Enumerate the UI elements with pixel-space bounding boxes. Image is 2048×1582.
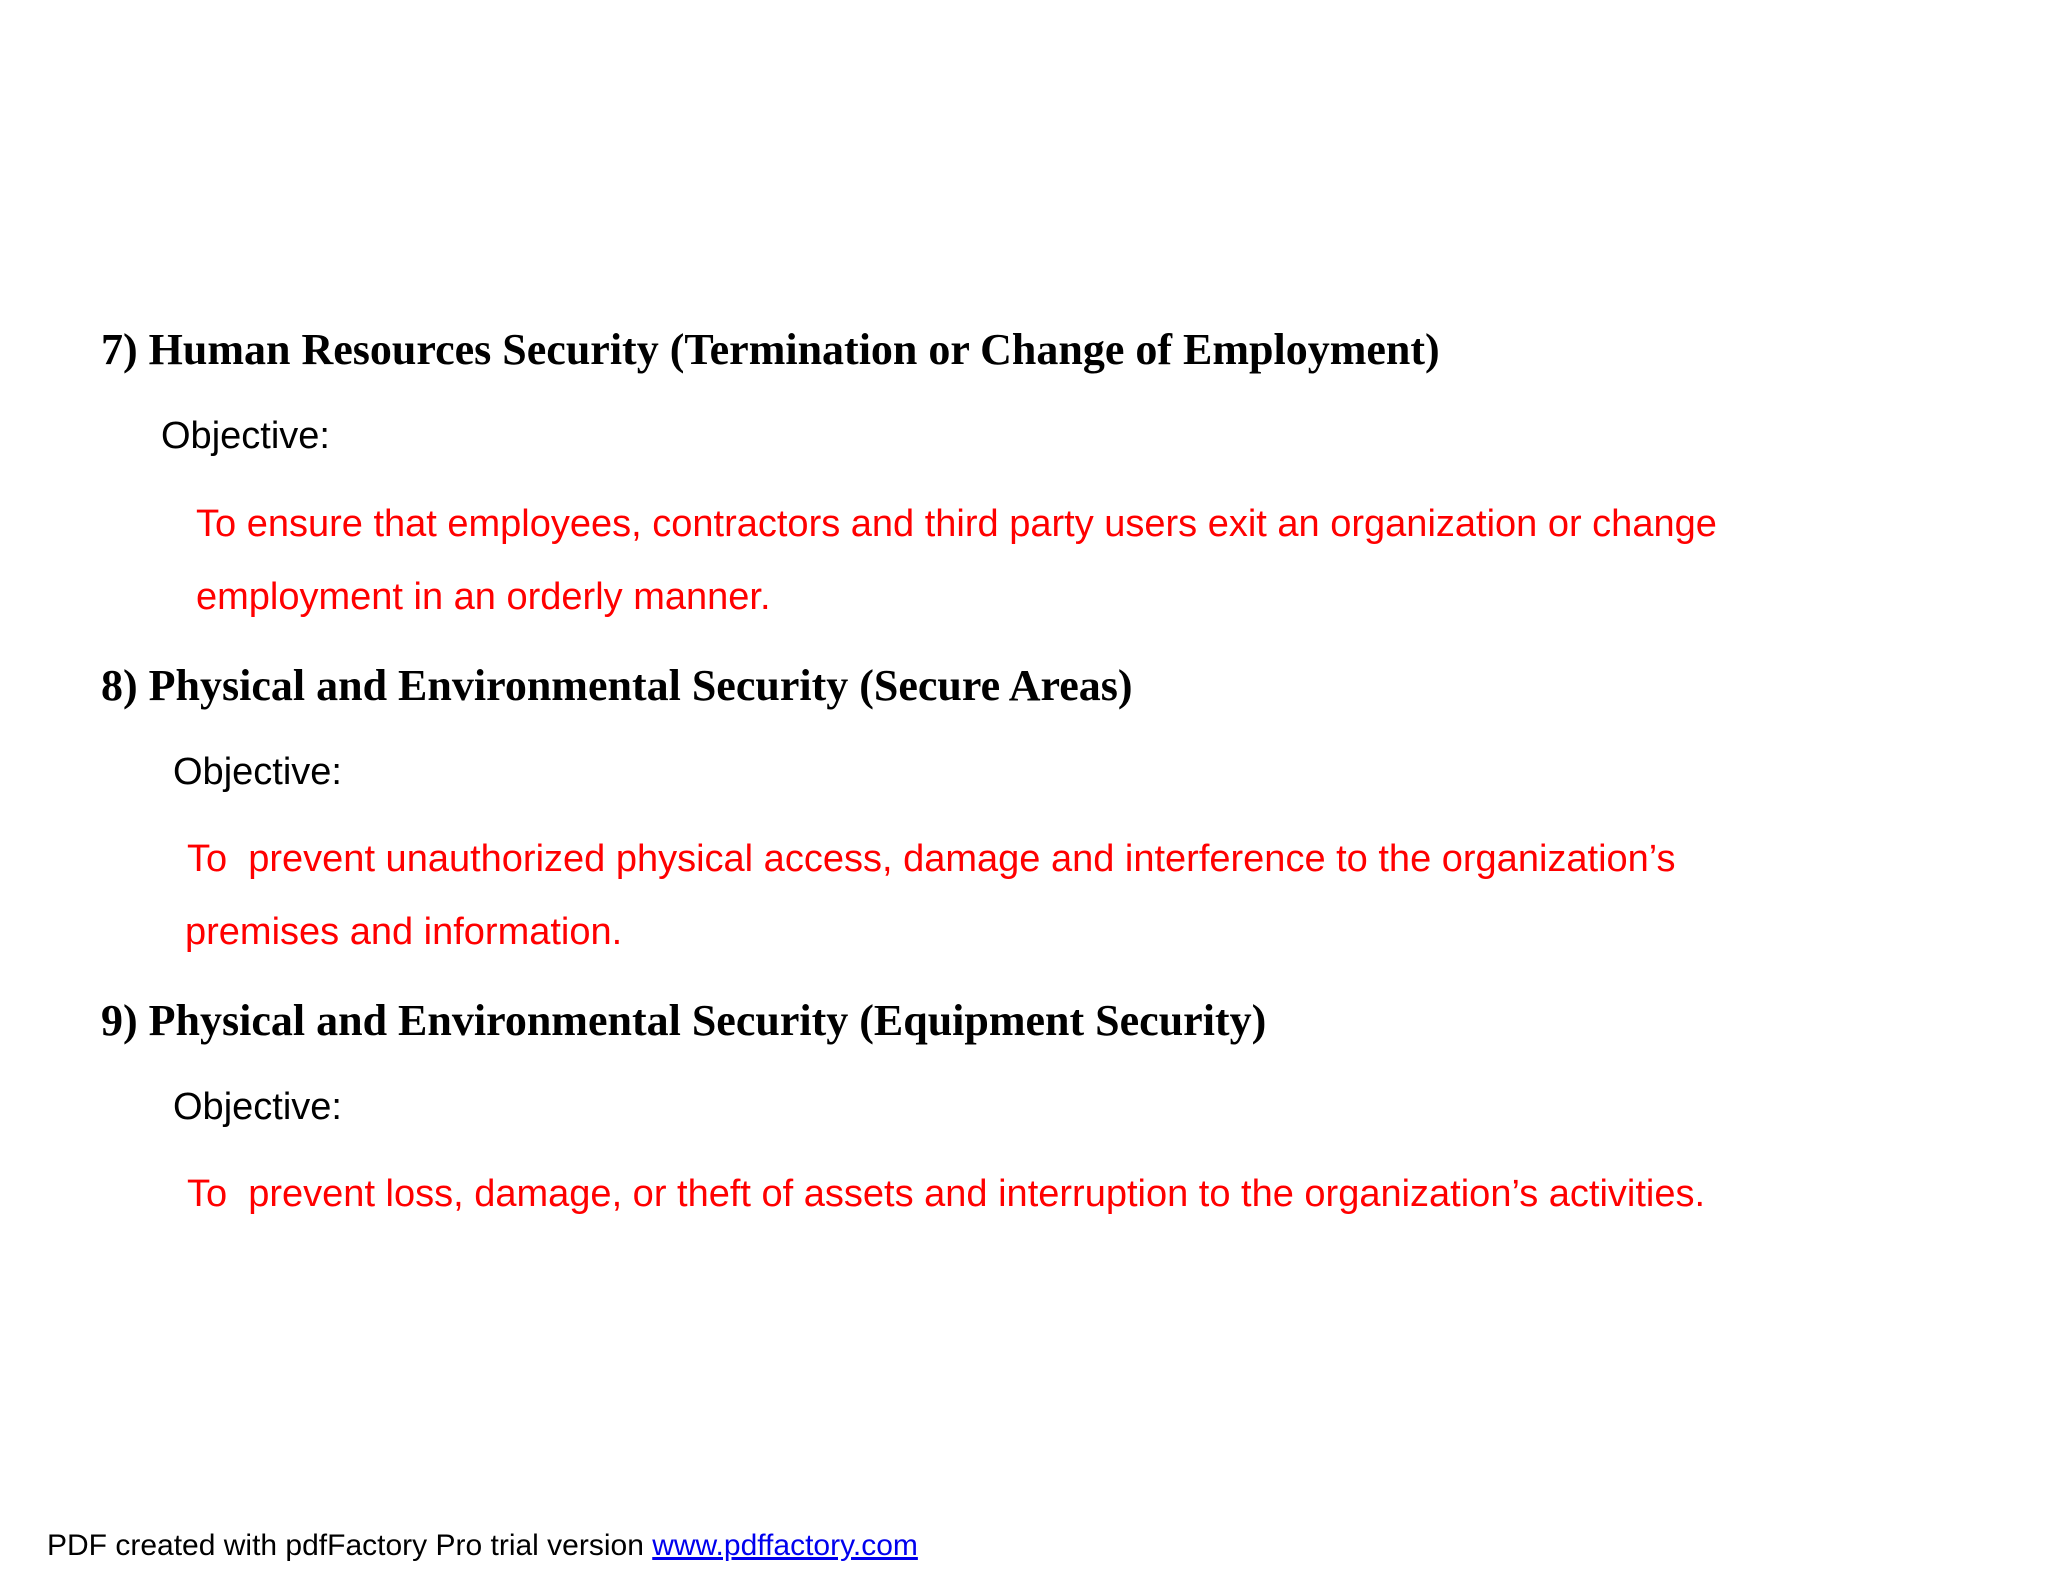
objective-line-7-2: employment in an orderly manner. [196,576,771,618]
objective-line-7-1: To ensure that employees, contractors and third party users exit an organization or change [196,503,1717,545]
section-heading-9: 9) Physical and Environmental Security (Equipment Security) [101,996,1267,1045]
section-heading-8: 8) Physical and Environmental Security (Secure Areas) [101,661,1133,710]
objective-label-8: Objective: [173,751,342,793]
objective-label-7: Objective: [161,415,330,457]
objective-line-8-1: To prevent unauthorized physical access, damage and interference to the organization’s [187,838,1676,880]
footer-text: PDF created with pdfFactory Pro trial version [47,1529,653,1562]
objective-line-8-2: premises and information. [185,911,623,953]
pdffactory-link[interactable]: www.pdffactory.com [652,1529,918,1562]
objective-label-9: Objective: [173,1086,342,1128]
pdf-footer [47,1528,918,1564]
section-heading-7: 7) Human Resources Security (Termination or Change of Employment) [101,325,1440,374]
objective-line-9-1: To prevent loss, damage, or theft of assets and interruption to the organization’s activities. [187,1173,1706,1215]
